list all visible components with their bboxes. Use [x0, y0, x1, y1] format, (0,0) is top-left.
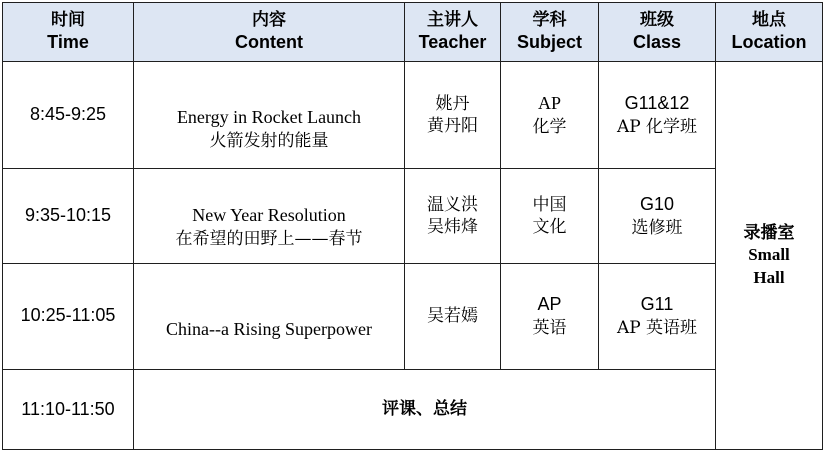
- class-cell: G11&12 AP 化学班: [599, 62, 716, 169]
- header-row: [3, 3, 823, 62]
- teacher-cell: 温义洪 吴炜烽: [405, 169, 501, 263]
- schedule-table: [2, 2, 823, 450]
- header-time: 时间 Time: [3, 3, 134, 62]
- time-cell: 10:25-11:05: [3, 263, 134, 369]
- location-cell: 录播室 Small Hall: [716, 62, 823, 450]
- subject-cell: AP 英语: [501, 263, 599, 369]
- table-row: [3, 263, 823, 369]
- table-row: [3, 369, 823, 449]
- header-subject: 学科 Subject: [501, 3, 599, 62]
- content-en: New Year Resolution: [192, 205, 346, 226]
- summary-cell: 评课、总结: [134, 369, 716, 449]
- header-class: 班级 Class: [599, 3, 716, 62]
- teacher-cell: 吴若嫣: [405, 263, 501, 369]
- content-cell: [134, 62, 405, 169]
- time-cell: 11:10-11:50: [3, 369, 134, 449]
- header-location: 地点 Location: [716, 3, 823, 62]
- class-cell: G10 选修班: [599, 169, 716, 263]
- time-cell: 8:45-9:25: [3, 62, 134, 169]
- header-teacher: 主讲人 Teacher: [405, 3, 501, 62]
- class-cell: G11 AP 英语班: [599, 263, 716, 369]
- content-cell: [134, 263, 405, 369]
- content-cn: 在希望的田野上——春节: [175, 228, 363, 249]
- table-row: [3, 169, 823, 263]
- header-content: 内容 Content: [134, 3, 405, 62]
- table-row: [3, 62, 823, 169]
- content-cn: 火箭发射的能量: [209, 130, 329, 151]
- subject-cell: AP 化学: [501, 62, 599, 169]
- teacher-cell: 姚丹 黄丹阳: [405, 62, 501, 169]
- content-cell: [134, 169, 405, 263]
- time-cell: 9:35-10:15: [3, 169, 134, 263]
- subject-cell: 中国 文化: [501, 169, 599, 263]
- content-en: Energy in Rocket Launch: [176, 107, 362, 128]
- content-en: China--a Rising Superpower: [166, 319, 372, 340]
